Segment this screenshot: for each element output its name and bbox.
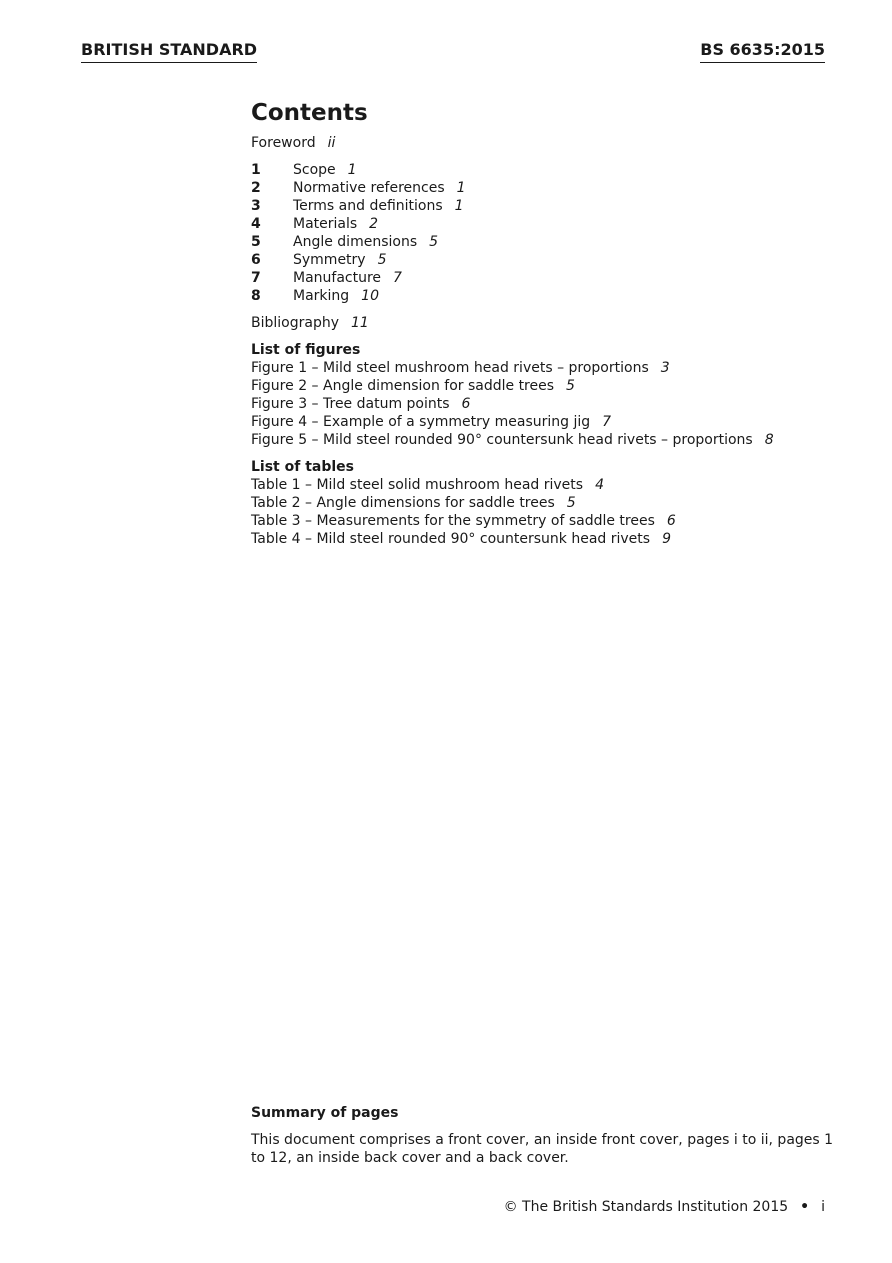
toc-label: Angle dimensions xyxy=(293,234,418,250)
tables-heading: List of tables xyxy=(251,459,354,475)
clause-number: 4 xyxy=(251,216,261,232)
toc-label: Figure 4 – Example of a symmetry measuring jig xyxy=(251,414,591,430)
toc-page: 5 xyxy=(566,378,575,394)
clause-number: 3 xyxy=(251,198,261,214)
toc-page: 5 xyxy=(377,252,387,268)
toc-clause[interactable] xyxy=(251,269,851,287)
toc-label: Foreword xyxy=(251,135,316,151)
toc-label: Figure 3 – Tree datum points xyxy=(251,396,450,412)
summary-text: This document comprises a front cover, an inside front cover, pages i to ii, pages 1 to 12, an inside back cover and a back cover. xyxy=(251,1132,834,1166)
toc-label: Materials xyxy=(293,216,358,232)
toc-page: ii xyxy=(327,135,336,151)
toc-label: Table 1 – Mild steel solid mushroom head rivets xyxy=(251,477,584,493)
toc-clauses xyxy=(251,161,851,305)
toc-page: 1 xyxy=(347,162,357,178)
list-of-figures xyxy=(251,341,851,449)
summary-of-pages xyxy=(251,1103,851,1167)
toc-clause[interactable] xyxy=(251,287,851,305)
toc-table[interactable] xyxy=(251,530,851,548)
toc-page: 11 xyxy=(351,315,369,331)
toc-page: 7 xyxy=(602,414,612,430)
toc-table[interactable] xyxy=(251,476,851,494)
copyright-notice: © The British Standards Institution 2015 xyxy=(503,1199,789,1215)
toc-label: Bibliography xyxy=(251,315,339,331)
toc-foreword[interactable] xyxy=(251,134,851,152)
toc-figure[interactable] xyxy=(251,395,851,413)
toc-clause[interactable] xyxy=(251,161,851,179)
toc-page: 9 xyxy=(662,531,671,547)
header-standard-label: BRITISH STANDARD xyxy=(81,40,257,63)
toc-label: Figure 5 – Mild steel rounded 90° countersunk head rivets – proportions xyxy=(251,432,753,448)
table-of-contents xyxy=(251,98,851,548)
toc-page: 8 xyxy=(764,432,774,448)
clause-number: 7 xyxy=(251,270,261,286)
toc-label: Figure 2 – Angle dimension for saddle trees xyxy=(251,378,555,394)
toc-figure[interactable] xyxy=(251,431,851,449)
toc-page: 2 xyxy=(369,216,379,232)
toc-label: Table 3 – Measurements for the symmetry of saddle trees xyxy=(251,513,655,529)
toc-figure[interactable] xyxy=(251,413,851,431)
toc-label: Scope xyxy=(293,162,336,178)
toc-label: Marking xyxy=(293,288,350,304)
toc-label: Normative references xyxy=(293,180,445,196)
contents-title: Contents xyxy=(251,100,368,126)
clause-number: 2 xyxy=(251,180,261,196)
toc-page: 7 xyxy=(393,270,402,286)
bullet-separator: • xyxy=(800,1199,810,1215)
toc-label: Terms and definitions xyxy=(293,198,443,214)
toc-page: 5 xyxy=(566,495,576,511)
header-standard-number: BS 6635:2015 xyxy=(700,40,825,63)
list-of-tables xyxy=(251,458,851,548)
toc-clause[interactable] xyxy=(251,179,851,197)
clause-number: 6 xyxy=(251,252,261,268)
clause-number: 8 xyxy=(251,288,261,304)
toc-page: 6 xyxy=(461,396,471,412)
page-footer xyxy=(504,1197,825,1217)
toc-page: 4 xyxy=(595,477,604,493)
toc-clause[interactable] xyxy=(251,233,851,251)
toc-label: Figure 1 – Mild steel mushroom head rivets – proportions xyxy=(251,360,649,376)
toc-clause[interactable] xyxy=(251,215,851,233)
toc-figure[interactable] xyxy=(251,359,851,377)
toc-clause[interactable] xyxy=(251,251,851,269)
summary-heading: Summary of pages xyxy=(251,1105,399,1121)
toc-label: Symmetry xyxy=(293,252,366,268)
toc-clause[interactable] xyxy=(251,197,851,215)
toc-label: Table 2 – Angle dimensions for saddle trees xyxy=(251,495,555,511)
toc-label: Table 4 – Mild steel rounded 90° countersunk head rivets xyxy=(251,531,651,547)
toc-page: 1 xyxy=(454,198,464,214)
toc-page: 6 xyxy=(666,513,676,529)
toc-table[interactable] xyxy=(251,494,851,512)
figures-heading: List of figures xyxy=(251,342,361,358)
toc-figure[interactable] xyxy=(251,377,851,395)
toc-page: 1 xyxy=(456,180,466,196)
page-number: i xyxy=(821,1199,825,1215)
toc-bibliography[interactable] xyxy=(251,314,851,332)
toc-label: Manufacture xyxy=(293,270,382,286)
toc-page: 3 xyxy=(660,360,670,376)
clause-number: 5 xyxy=(251,234,261,250)
toc-page: 10 xyxy=(361,288,379,304)
clause-number: 1 xyxy=(251,162,261,178)
toc-table[interactable] xyxy=(251,512,851,530)
toc-page: 5 xyxy=(429,234,439,250)
